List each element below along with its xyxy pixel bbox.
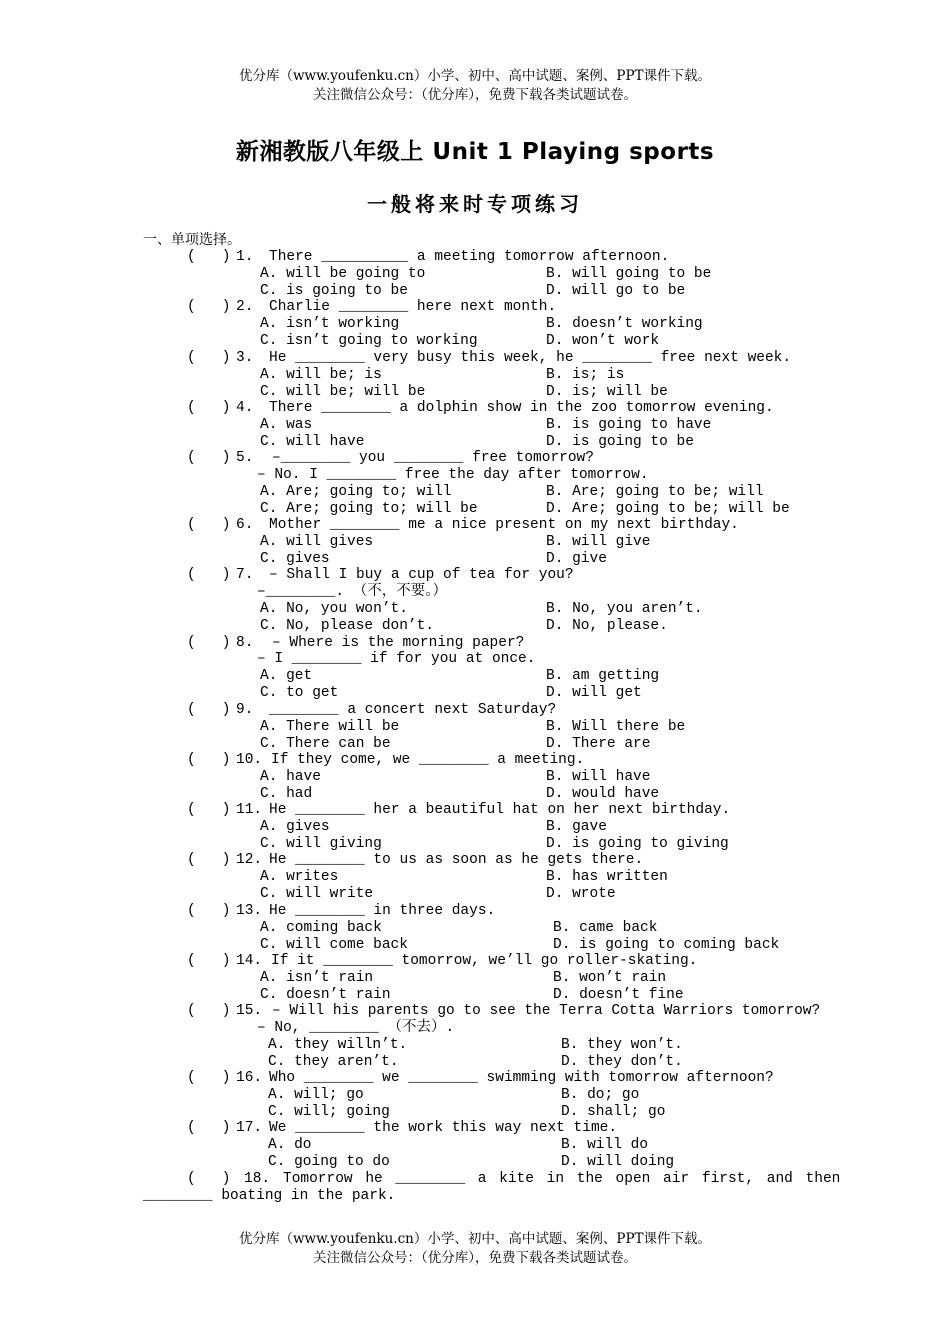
option-d: D. is going to be (546, 434, 694, 450)
option-d: D. would have (546, 786, 660, 802)
option-a: A. isn’t rain (260, 970, 374, 986)
question-number: 11. (236, 802, 263, 818)
question-stem: There ________ a dolphin show in the zoo tomorrow evening. (269, 400, 774, 416)
option-d: D. will doing (561, 1154, 675, 1170)
question-number: 14. (236, 953, 263, 969)
question-number: 6. (236, 517, 254, 533)
question-stem: Charlie ________ here next month. (269, 299, 557, 315)
question-stem: – Where is the morning paper? (272, 635, 525, 651)
answer-bracket[interactable]: ( ) (187, 953, 231, 969)
answer-bracket[interactable]: ( ) (187, 567, 231, 583)
question-number: 12. (236, 852, 263, 868)
option-d: D. will get (546, 685, 642, 701)
option-c: C. going to do (268, 1154, 390, 1170)
footer-line-2: 关注微信公众号：（优分库），免费下载各类试题试卷。 (313, 1250, 637, 1266)
question-number: 10. (236, 752, 263, 768)
option-c: C. will come back (260, 937, 408, 953)
option-a: A. gives (260, 819, 330, 835)
option-c: C. doesn’t rain (260, 987, 391, 1003)
question-stem-line-2: – No, ________ （不去）. (257, 1020, 455, 1036)
question-stem: –________ you ________ free tomorrow? (272, 450, 594, 466)
question-number: 2. (236, 299, 254, 315)
question-stem: ________ a concert next Saturday? (269, 702, 557, 718)
question-stem: He ________ very busy this week, he ________ free next week. (269, 350, 792, 366)
option-b: B. will have (546, 769, 651, 785)
question-number: 3. (236, 350, 254, 366)
option-d: D. is going to giving (546, 836, 729, 852)
option-c: C. No, please don’t. (260, 618, 435, 634)
option-b: B. came back (553, 920, 658, 936)
option-b: B. is; is (546, 367, 625, 383)
question-number: 17. (236, 1120, 263, 1136)
answer-bracket[interactable]: ( ) (187, 802, 231, 818)
question-stem: Tomorrow he ________ a kite in the open air first, and then (283, 1171, 841, 1187)
question-stem: Who ________ we ________ swimming with tomorrow afternoon? (269, 1070, 774, 1086)
option-a: A. will; go (268, 1087, 364, 1103)
option-d: D. give (546, 551, 607, 567)
option-d: D. wrote (546, 886, 616, 902)
question-stem-line-2: –________. （不，不要。） (257, 584, 447, 600)
option-c: C. There can be (260, 736, 391, 752)
option-c: C. isn’t going to working (260, 333, 478, 349)
question-number: 7. (236, 567, 254, 583)
option-b: B. has written (546, 869, 668, 885)
option-b: B. won’t rain (553, 970, 667, 986)
answer-bracket[interactable]: ( ) (187, 1003, 231, 1019)
question-stem: If they come, we ________ a meeting. (271, 752, 585, 768)
question-stem: – Shall I buy a cup of tea for you? (269, 567, 574, 583)
question-number: 13. (236, 903, 263, 919)
header-line-2: 关注微信公众号：（优分库），免费下载各类试题试卷。 (313, 87, 637, 103)
option-b: B. will do (561, 1137, 649, 1153)
option-d: D. won’t work (546, 333, 660, 349)
answer-bracket[interactable]: ( ) (187, 752, 231, 768)
document-subtitle: 一般将来时专项练习 (367, 192, 583, 216)
option-d: D. will go to be (546, 283, 686, 299)
question-stem: He ________ to us as soon as he gets there. (269, 852, 644, 868)
question-stem: Mother ________ me a nice present on my next birthday. (269, 517, 739, 533)
option-b: B. Will there be (546, 719, 686, 735)
option-a: A. will be going to (260, 266, 426, 282)
option-a: A. get (260, 668, 313, 684)
answer-bracket[interactable]: ( ) (187, 299, 231, 315)
option-a: A. have (260, 769, 321, 785)
option-b: B. am getting (546, 668, 660, 684)
option-b: B. doesn’t working (546, 316, 703, 332)
option-c: C. they aren’t. (268, 1054, 399, 1070)
option-b: B. do; go (561, 1087, 640, 1103)
question-number: 8. (236, 635, 254, 651)
answer-bracket[interactable]: ( ) (187, 450, 231, 466)
header-line-1: 优分库（www.youfenku.cn）小学、初中、高中试题、案例、PPT课件下载。 (238, 68, 712, 84)
option-a: A. There will be (260, 719, 400, 735)
option-a: A. do (268, 1137, 312, 1153)
option-c: C. will have (260, 434, 365, 450)
answer-bracket[interactable]: ( ) (187, 635, 231, 651)
option-d: D. is; will be (546, 384, 668, 400)
option-c: C. is going to be (260, 283, 408, 299)
option-d: D. is going to coming back (553, 937, 780, 953)
answer-bracket[interactable]: ( ) (187, 249, 231, 265)
option-b: B. Are; going to be; will (546, 484, 764, 500)
option-b: B. will going to be (546, 266, 712, 282)
option-a: A. will gives (260, 534, 374, 550)
question-number: 5. (236, 450, 254, 466)
answer-bracket[interactable]: ( ) (187, 400, 231, 416)
question-number: 16. (236, 1070, 263, 1086)
answer-bracket[interactable]: ( ) (187, 350, 231, 366)
question-stem: He ________ in three days. (269, 903, 496, 919)
option-b: B. will give (546, 534, 651, 550)
question-stem: There __________ a meeting tomorrow afternoon. (269, 249, 670, 265)
footer-line-1: 优分库（www.youfenku.cn）小学、初中、高中试题、案例、PPT课件下载。 (238, 1231, 712, 1247)
answer-bracket[interactable]: ( ) (187, 702, 231, 718)
option-b: B. they won’t. (561, 1037, 683, 1053)
option-d: D. doesn’t fine (553, 987, 684, 1003)
option-a: A. will be; is (260, 367, 382, 383)
option-c: C. had (260, 786, 313, 802)
option-a: A. they willn’t. (268, 1037, 408, 1053)
option-d: D. There are (546, 736, 651, 752)
option-c: C. will write (260, 886, 374, 902)
option-b: B. is going to have (546, 417, 712, 433)
question-number: 15. (236, 1003, 263, 1019)
option-b: B. No, you aren’t. (546, 601, 703, 617)
question-number: 4. (236, 400, 254, 416)
answer-bracket[interactable]: ( ) (187, 852, 231, 868)
option-c: C. will giving (260, 836, 382, 852)
option-c: C. will be; will be (260, 384, 426, 400)
option-c: C. to get (260, 685, 339, 701)
option-a: A. coming back (260, 920, 382, 936)
option-d: D. Are; going to be; will be (546, 501, 790, 517)
question-number: 18. (244, 1171, 271, 1187)
question-stem: He ________ her a beautiful hat on her next birthday. (269, 802, 731, 818)
option-a: A. isn’t working (260, 316, 400, 332)
answer-bracket[interactable]: ( ) (187, 1120, 231, 1136)
answer-bracket[interactable]: ( ) (187, 1171, 231, 1187)
answer-bracket[interactable]: ( ) (187, 517, 231, 533)
option-d: D. No, please. (546, 618, 668, 634)
question-number: 1. (236, 249, 254, 265)
question-stem-line-2: ________ boating in the park. (143, 1188, 396, 1204)
answer-bracket[interactable]: ( ) (187, 1070, 231, 1086)
option-b: B. gave (546, 819, 607, 835)
option-d: D. shall; go (561, 1104, 666, 1120)
option-d: D. they don’t. (561, 1054, 683, 1070)
question-stem-line-2: – No. I ________ free the day after tomorrow. (257, 467, 649, 483)
option-c: C. Are; going to; will be (260, 501, 478, 517)
question-stem-line-2: – I ________ if for you at once. (257, 651, 536, 667)
option-a: A. was (260, 417, 313, 433)
question-number: 9. (236, 702, 254, 718)
question-stem: If it ________ tomorrow, we’ll go roller-skating. (271, 953, 698, 969)
option-a: A. No, you won’t. (260, 601, 408, 617)
question-stem: We ________ the work this way next time. (269, 1120, 618, 1136)
option-a: A. Are; going to; will (260, 484, 452, 500)
option-c: C. will; going (268, 1104, 390, 1120)
answer-bracket[interactable]: ( ) (187, 903, 231, 919)
document-title: 新湘教版八年级上 Unit 1 Playing sports (235, 139, 715, 165)
section-heading: 一、单项选择。 (143, 232, 241, 248)
option-c: C. gives (260, 551, 330, 567)
question-stem: – Will his parents go to see the Terra Cotta Warriors tomorrow? (272, 1003, 821, 1019)
option-a: A. writes (260, 869, 339, 885)
